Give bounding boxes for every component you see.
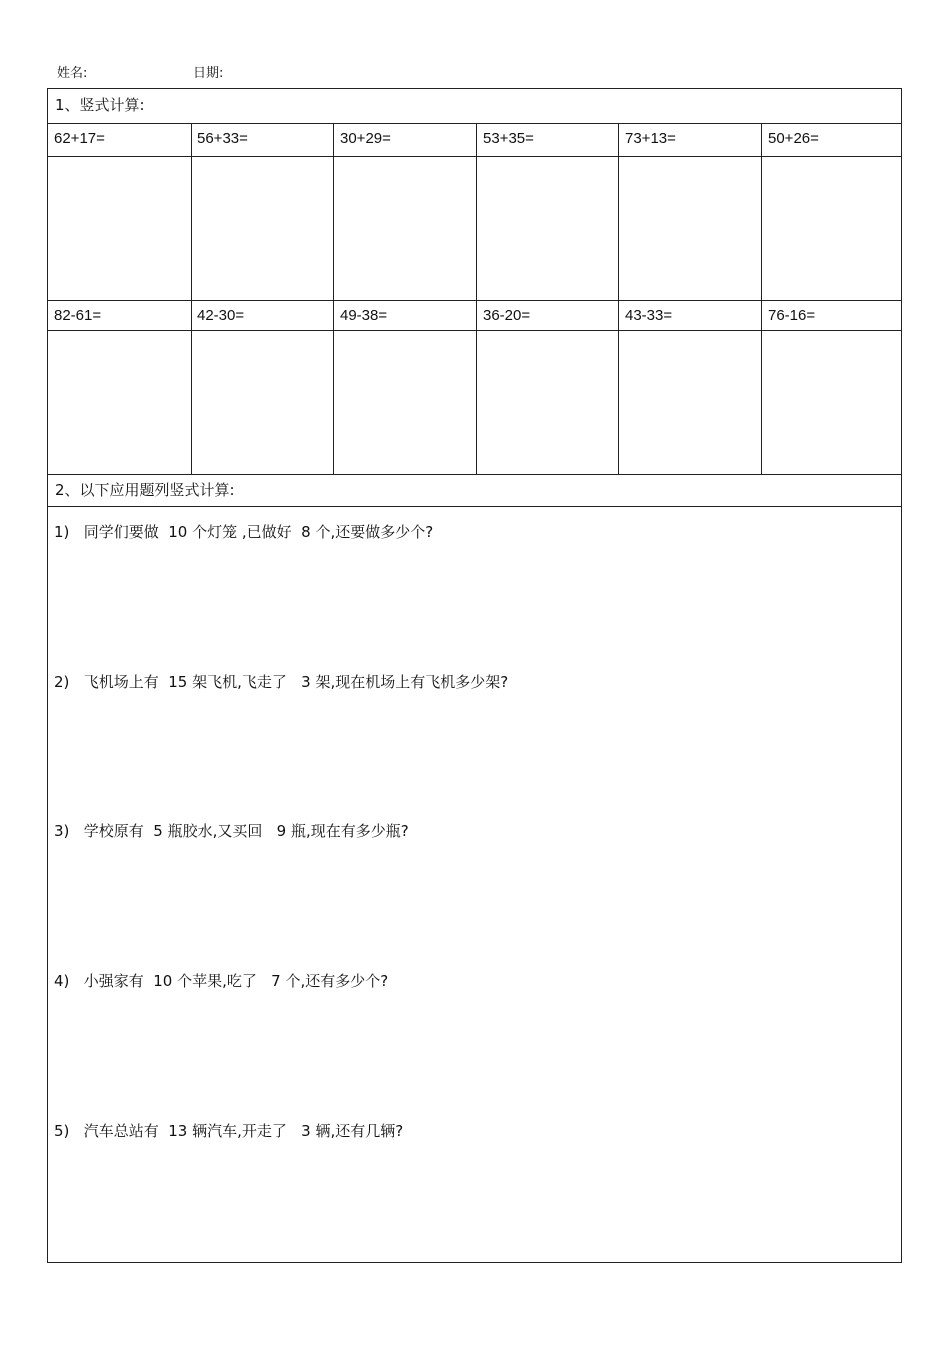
word-problem-number: 1) [54,523,70,541]
problem-1-6: 50+26= [768,130,819,147]
problem-2-4: 36-20= [483,307,531,324]
problem-1-5: 73+13= [625,130,676,147]
problem-1-1: 62+17= [54,130,105,147]
word-problem-number: 5) [54,1122,70,1140]
word-problem-5 [54,1120,403,1141]
problem-1-2: 56+33= [197,130,248,147]
divider [476,123,477,474]
divider [48,330,901,331]
word-problem-text: 汽车总站有 13 辆汽车,开走了 3 辆,还有几辆? [83,1122,404,1140]
word-problem-number: 3) [54,822,70,840]
word-problem-1 [54,521,433,542]
worksheet [47,88,902,1263]
name-field-label: 姓名: [57,66,88,81]
problem-2-5: 43-33= [625,307,673,324]
divider [333,123,334,474]
word-problem-number: 4) [54,972,70,990]
problem-2-6: 76-16= [768,307,816,324]
word-problem-number: 2) [54,673,70,691]
divider [48,506,901,507]
section2-title: 2、以下应用题列竖式计算: [55,481,235,499]
divider [48,156,901,157]
word-problem-2 [54,671,508,692]
divider [618,123,619,474]
word-problem-text: 同学们要做 10 个灯笼 ,已做好 8 个,还要做多少个? [83,523,434,541]
problem-2-3: 49-38= [340,307,388,324]
divider [761,123,762,474]
word-problem-text: 小强家有 10 个苹果,吃了 7 个,还有多少个? [83,972,389,990]
word-problem-4 [54,970,388,991]
problem-1-4: 53+35= [483,130,534,147]
problem-2-2: 42-30= [197,307,245,324]
problem-2-1: 82-61= [54,307,102,324]
word-problem-text: 学校原有 5 瓶胶水,又买回 9 瓶,现在有多少瓶? [83,822,409,840]
date-field-label: 日期: [193,66,224,81]
word-problem-text: 飞机场上有 15 架飞机,飞走了 3 架,现在机场上有飞机多少架? [83,673,509,691]
problem-1-3: 30+29= [340,130,391,147]
word-problem-3 [54,820,409,841]
section1-title: 1、竖式计算: [55,96,145,114]
divider [191,123,192,474]
